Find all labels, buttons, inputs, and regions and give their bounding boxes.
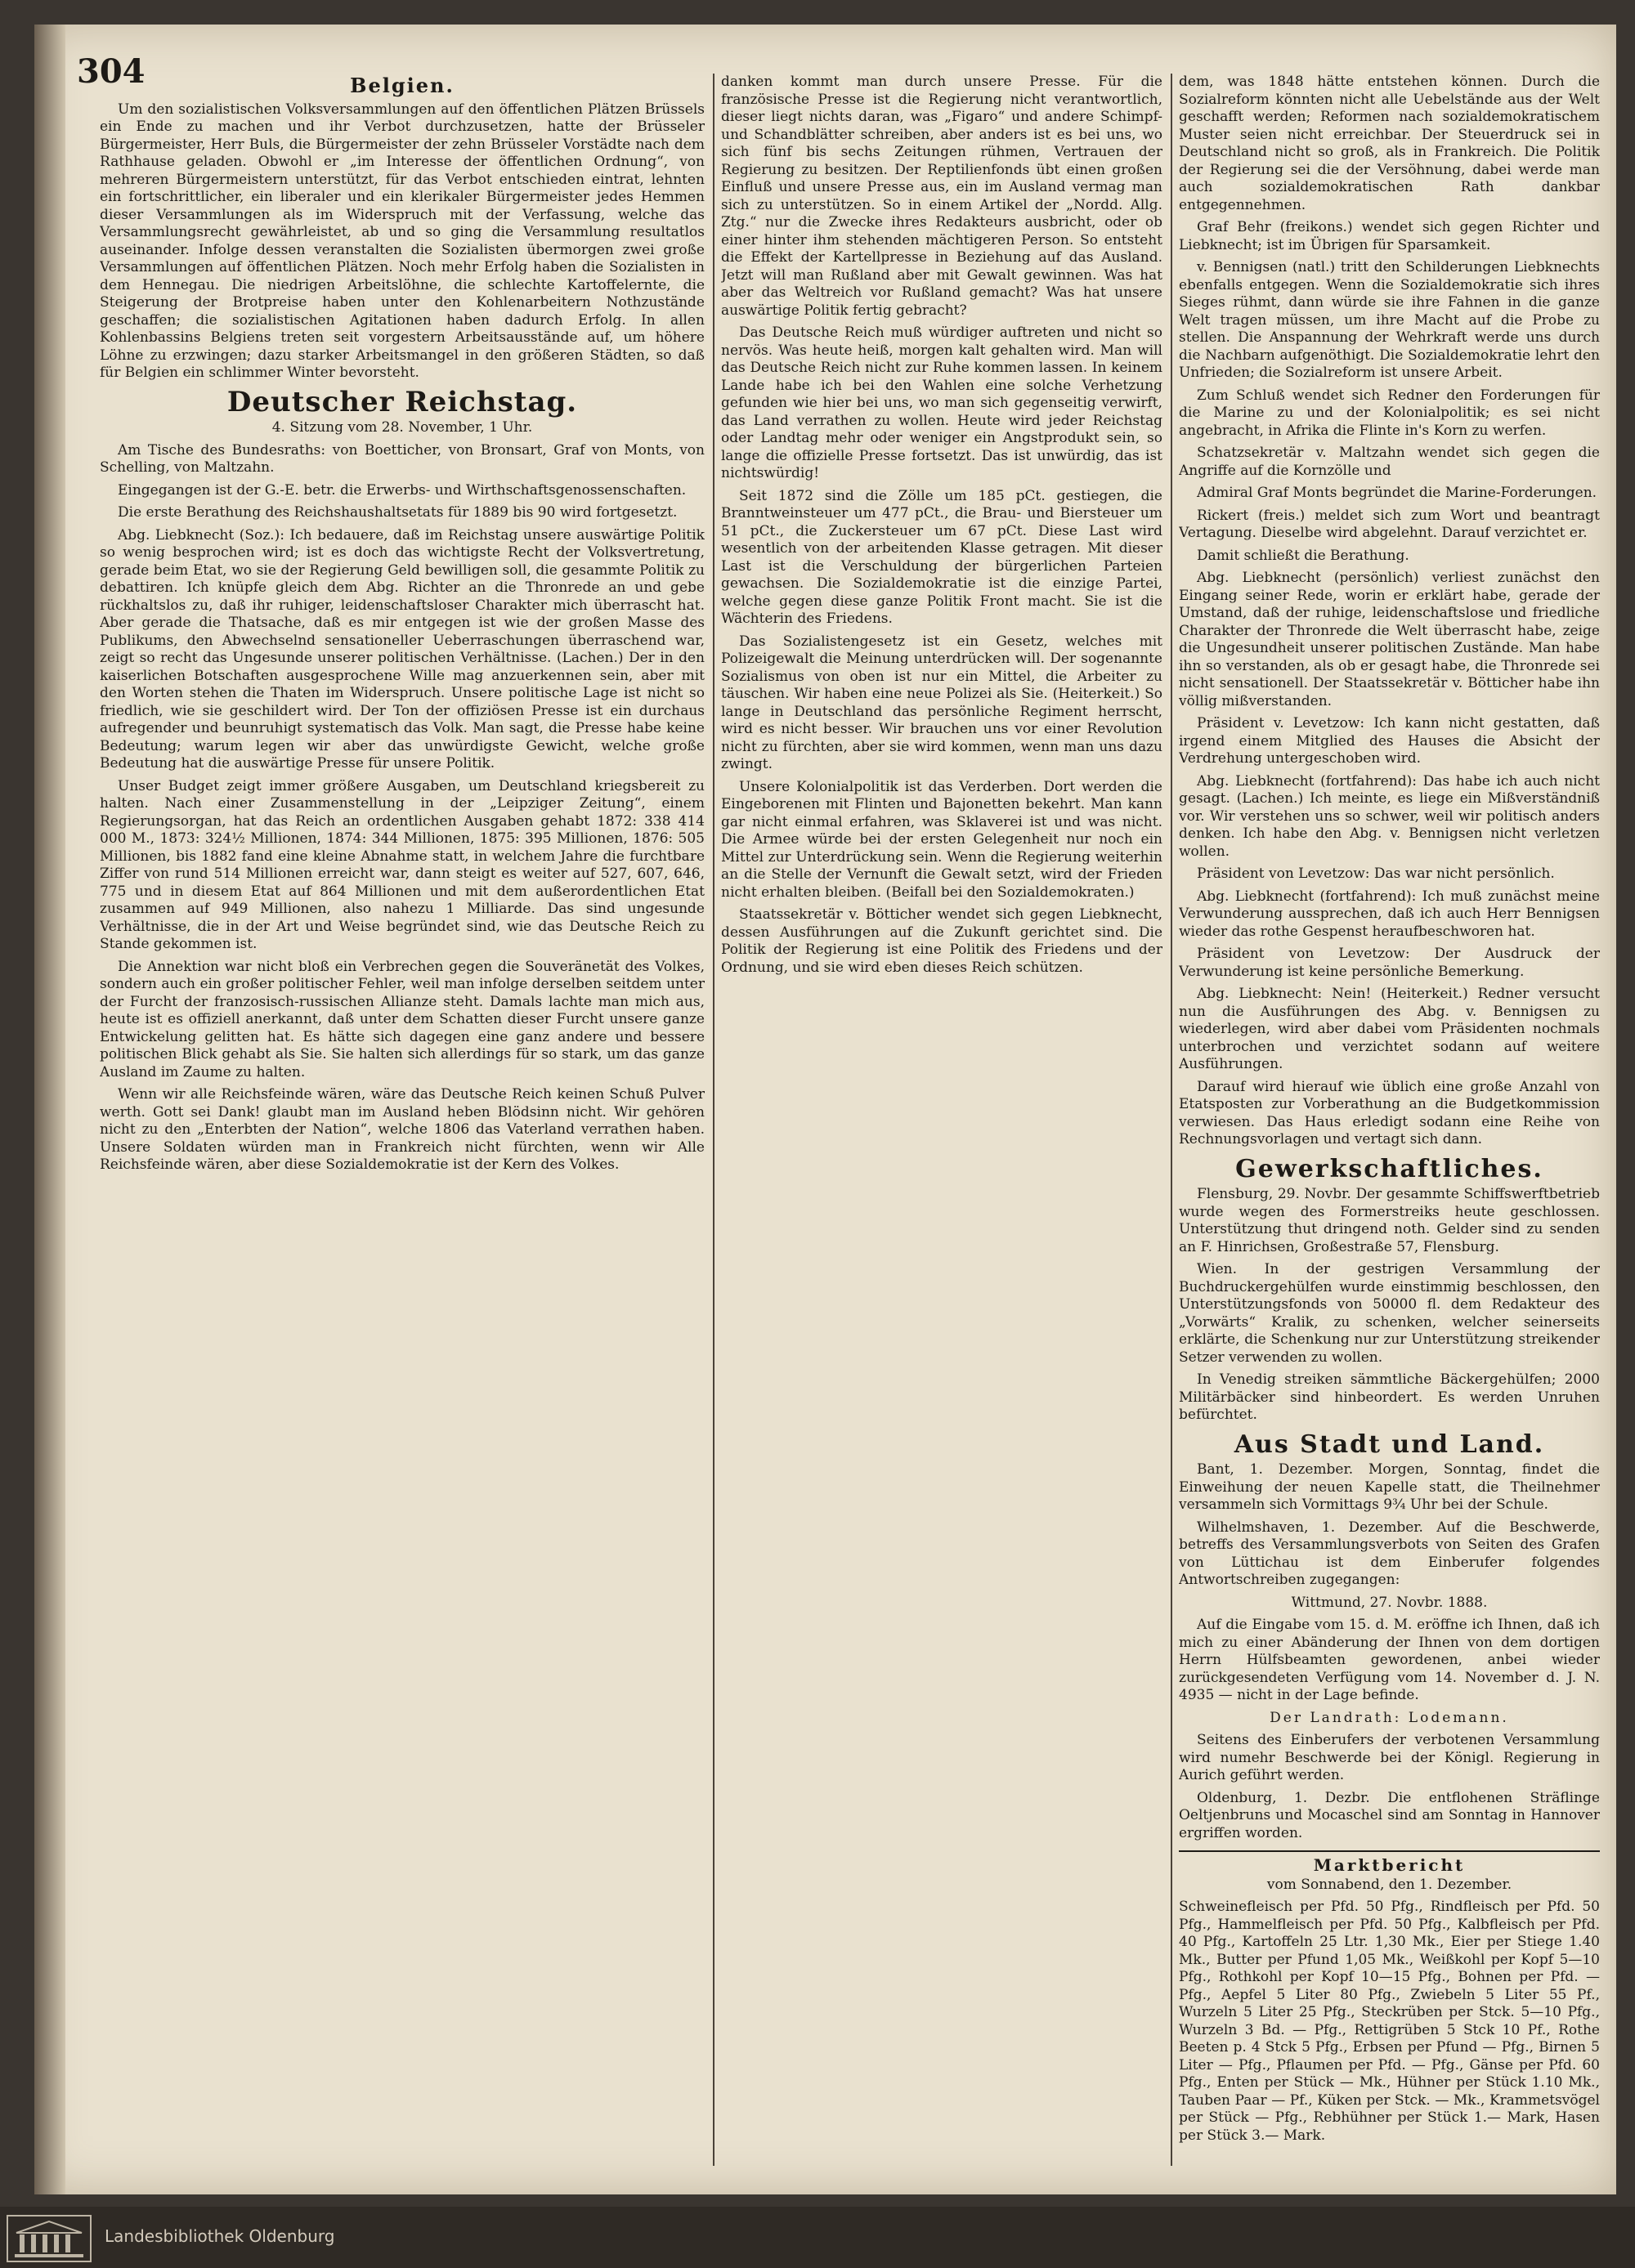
letter-signature: Der Landrath: Lodemann. — [1270, 1709, 1509, 1726]
library-logo-icon — [7, 2215, 92, 2262]
article-paragraph: Damit schließt die Berathung. — [1197, 547, 1409, 564]
article-paragraph: v. Bennigsen (natl.) tritt den Schilderungen Liebknechts ebenfalls entgegen. Wenn die Sozialdemokratie sich ihres Sieges rühmt, dann würde sie ihre Fahnen in die ganze Welt tragen müssen, um ihre Macht auf die Probe zu stellen. Die Anspannung der Wehrkraft werde uns durch die Nachbarn aufgenöthigt. Die Sozialdemokratie lehrt den Unfrieden; die Sozialreform ist unsere Arbeit. — [1179, 259, 1600, 381]
article-paragraph: Zum Schluß wendet sich Redner den Forderungen für die Marine zu und der Kolonialpolitik; es sei nicht angebracht, in Afrika die Flinte in's Korn zu werfen. — [1179, 387, 1600, 439]
letter-body: Auf die Eingabe vom 15. d. M. eröffne ich Ihnen, daß ich mich zu einer Abänderung der Ihnen von dem dortigen Herrn Hülfsbeamten gewordenen, anbei wieder zurückgesendeten Verfügung vom 14. November d. J. N. 4935 — nicht in der Lage befinde. — [1179, 1617, 1600, 1703]
article-paragraph: Abg. Liebknecht (persönlich) verliest zunächst den Eingang seiner Rede, worin er erklärt habe, gerade der Umstand, daß der ruhige, leidenschaftslose und friedliche Charakter der Thronrede die Welt überrascht habe, zeige die Ungesundheit unserer politischen Zustände. Man habe ihn so verstanden, als ob er gesagt habe, die Thronrede sei nicht sensationell. Der Staatssekretär v. Bötticher habe ihn völlig mißverstanden. — [1179, 570, 1600, 709]
library-name: Landesbibliothek Oldenburg — [105, 2226, 335, 2246]
article-paragraph: Seit 1872 sind die Zölle um 185 pCt. gestiegen, die Branntweinsteuer um 477 pCt., die Brau- und Biersteuer um 51 pCt., die Zuckersteuer um 67 pCt. Diese Last wird wesentlich von der arbeitenden Klasse getragen. Mit dieser Last ist die Verschuldung der bürgerlichen Parteien gewachsen. Die Sozialdemokratie ist die einzige Partei, welche gegen diese ganze Politik Front macht. Sie ist die Wächterin des Friedens. — [721, 487, 1162, 627]
marktbericht-date: vom Sonnabend, den 1. Dezember. — [1266, 1876, 1512, 1893]
marktbericht-prices: Schweinefleisch per Pfd. 50 Pfg., Rindfleisch per Pfd. 50 Pfg., Hammelfleisch per Pfd. 50 Pfg., Kalbfleisch per Pfd. 40 Pfg., Kartoffeln 25 Ltr. 1,30 Mk., Eier per Stiege 1.40 Mk., Butter per Pfund 1,05 Mk., Weißkohl per Kopf 5—10 Pfg., Rothkohl per Kopf 10—15 Pfg., Bohnen per Pfd. — Pfg., Aepfel 5 Liter 80 Pfg., Zwiebeln 5 Liter 55 Pf., Wurzeln 5 Liter 25 Pfg., Steckrüben per Stck. 5—10 Pfg., Wurzeln 3 Bd. — Pfg., Rettigrüben 5 Stck 10 Pf., Rothe Beeten p. 4 Stck 5 Pfg., Erbsen per Pfund — Pfg., Birnen 5 Liter — Pfg., Pflaumen per Pfd. — Pfg., Gänse per Pfd. 60 Pfg., Enten per Stück — Mk., Hühner per Stück 1.10 Mk., Tauben Paar — Pf., Küken per Stck. — Mk., Krammetsvögel per Stück — Pfg., Rebhühner per Stück 1.— Mark, Hasen per Stück 3.— Mark. — [1179, 1899, 1600, 2144]
column-2 — [721, 74, 1162, 2166]
speech-paragraph: Die Annektion war nicht bloß ein Verbrechen gegen die Souveränetät des Volkes, sondern auch ein großer politischer Fehler, weil man infolge derselben seitdem unter der Furcht der franzosisch-russischen Allianze steht. Damals lachte man mich aus, heute ist es offiziell anerkannt, daß unter dem Schatten dieser Furcht unsere ganze Entwickelung gelitten hat. Es hätte sich dagegen eine ganz andere und bessere politischen Blick gehabt als Sie. Sie halten sich allerdings für so stark, um das ganze Ausland im Zaume zu halten. — [100, 958, 705, 1080]
article-paragraph: Unsere Kolonialpolitik ist das Verderben. Dort werden die Eingeborenen mit Flinten und Bajonetten bekehrt. Man kann gar nicht einmal erfahren, was Sklaverei ist und was nicht. Die Armee würde bei der ersten Gelegenheit nur noch ein Mittel zur Unterdrückung sein. Wenn die Regierung weiterhin an die Stelle der Vernunft die Gewalt setzt, wird der Frieden nicht erhalten bleiben. (Beifall bei den Sozialdemokraten.) — [721, 778, 1162, 901]
page-number: 304 — [77, 52, 146, 91]
newspaper-page — [34, 25, 1616, 2194]
belgien-heading: Belgien. — [350, 74, 455, 97]
article-paragraph: dem, was 1848 hätte entstehen können. Durch die Sozialreform könnten nicht alle Uebelstände aus der Welt geschafft werden; Reformen nach sozialdemokratischem Muster seien nicht erreichbar. Der Steuerdruck sei in Deutschland nicht so groß, als in Frankreich. Die Politik der Regierung sei die der Versöhnung, dabei werde man auch sozialdemokratischen Rath dankbar entgegennehmen. — [1179, 74, 1600, 213]
article-paragraph: Das Deutsche Reich muß würdiger auftreten und nicht so nervös. Was heute heiß, morgen kalt gehalten wird. Man will das Deutsche Reich nicht zur Ruhe kommen lassen. In keinem Lande habe ich bei den Wahlen eine solche Verhetzung gefunden wie hier bei uns, wo man sich gegenseitig verwirft, das Land verrathen zu wollen. Heute wird jeder Reichstag oder Landtag mehr oder weniger ein Angstprodukt sein, so lange die offizielle Presse fortsetzt. Das ist unwürdig, das ist nichtswürdig! — [721, 324, 1162, 481]
article-paragraph: Präsident v. Levetzow: Ich kann nicht gestatten, daß irgend einem Mitglied des Hauses die Absicht der Verdrehung untergeschoben wird. — [1179, 715, 1600, 767]
article-paragraph: Admiral Graf Monts begründet die Marine-Forderungen. — [1197, 485, 1597, 501]
stadt-und-land-heading: Aus Stadt und Land. — [1234, 1429, 1545, 1459]
column-rule — [713, 74, 714, 2166]
reichstag-heading: Deutscher Reichstag. — [226, 385, 578, 418]
column-1 — [100, 74, 705, 2166]
news-item-flensburg: Flensburg, 29. Novbr. Der gesammte Schiffswerftbetrieb wurde wegen des Formerstreiks heute geschlossen. Unterstützung thut dringend noth. Gelder sind zu senden an F. Hinrichsen, Großestraße 57, Flensburg. — [1179, 1186, 1600, 1255]
bundesrath-line: Am Tische des Bundesraths: von Boetticher, von Bronsart, Graf von Monts, von Schelling, von Maltzahn. — [100, 441, 705, 476]
berathung-line: Die erste Berathung des Reichshaushaltsetats für 1889 bis 90 wird fortgesetzt. — [118, 504, 678, 521]
article-paragraph: Präsident von Levetzow: Das war nicht persönlich. — [1197, 866, 1555, 882]
book-gutter — [34, 25, 65, 2194]
news-item-venedig: In Venedig streiken sämmtliche Bäckergehülfen; 2000 Militärbäcker sind hinbeordert. Es werden Unruhen befürchtet. — [1179, 1371, 1600, 1423]
column-rule — [1171, 74, 1172, 2166]
viewer-footer — [0, 2207, 1635, 2268]
news-item-bant: Bant, 1. Dezember. Morgen, Sonntag, findet die Einweihung der neuen Kapelle statt, die Theilnehmer versammeln sich Vormittags 9¾ Uhr bei der Schule. — [1179, 1461, 1600, 1513]
letter-place-date: Wittmund, 27. Novbr. 1888. — [1291, 1594, 1488, 1611]
session-line: 4. Sitzung vom 28. November, 1 Uhr. — [271, 419, 533, 436]
marktbericht-heading: Marktbericht — [1179, 1850, 1600, 1875]
article-paragraph: Graf Behr (freikons.) wendet sich gegen Richter und Liebknecht; ist im Übrigen für Sparsamkeit. — [1179, 219, 1600, 253]
gewerkschaftliches-heading: Gewerkschaftliches. — [1235, 1154, 1543, 1183]
article-paragraph: Darauf wird hierauf wie üblich eine große Anzahl von Etatsposten zur Vorberathung an die Budgetkommission verwiesen. Das Haus erledigt sodann eine Reihe von Rechnungsvorlagen und vertagt sich dann. — [1179, 1078, 1600, 1147]
article-paragraph: Staatssekretär v. Bötticher wendet sich gegen Liebknecht, dessen Ausführungen auf die Zukunft gerichtet sind. Die Politik der Regierung ist eine Politik des Friedens und der Ordnung, und sie wird eben dieses Reich schützen. — [721, 906, 1162, 976]
article-paragraph: Abg. Liebknecht: Nein! (Heiterkeit.) Redner versucht nun die Ausführungen des Abg. v. Bennigsen zu wiederlegen, wird aber dabei vom Präsidenten nochmals unterbrochen und verzichtet sodann auf weitere Ausführungen. — [1179, 986, 1600, 1072]
news-item-wien: Wien. In der gestrigen Versammlung der Buchdruckergehülfen wurde einstimmig beschlossen, den Unterstützungsfonds von 50000 fl. dem Redakteur des „Vorwärts“ Kralik, zu schenken, welcher seinerseits erklärte, die Schenkung nur zur Unterstützung streikender Setzer verwenden zu wollen. — [1179, 1261, 1600, 1366]
eingegangen-line: Eingegangen ist der G.-E. betr. die Erwerbs- und Wirthschaftsgenossenschaften. — [118, 481, 687, 499]
belgien-article: Um den sozialistischen Volksversammlungen auf den öffentlichen Plätzen Brüssels ein Ende zu machen und ihr Verbot durchzusetzen, hatte der Brüsseler Bürgermeister, Herr Buls, die Bürgermeister der zehn Brüsseler Vorstädte nach dem Rathhause geladen. Obwohl er „im Interesse der öffentlichen Ordnung“, von mehreren Bürgermeistern unterstützt, für das Verbot entschieden eintrat, lehnten ein fortschrittlicher, ein liberaler und ein klerikaler Bürgermeister jedes Hemmen dieser Versammlungen als im Widerspruch mit der Verfassung, welche das Versammlungsrecht gewährleistet, ab und so ging die Versammlung resultatlos auseinander. Infolge dessen veranstalten die Sozialisten übermorgen zwei große Versammlungen auf öffentlichen Plätzen. Noch mehr Erfolg haben die Sozialisten in dem Hennegau. Die niedrigen Arbeitslöhne, die schlechte Kartoffelernte, die Steigerung der Brotpreise haben unter den Kohlenarbeitern Nothzustände geschaffen; die sozialistischen Agitationen haben dadurch Erfolg. In allen Kohlenbassins Belgiens treten seit vorgestern Arbeitsausstände auf, um höhere Löhne zu erzwingen; dazu starker Arbeitsmangel in den größeren Städten, so daß für Belgien ein schlimmer Winter bevorsteht. — [100, 101, 705, 381]
article-paragraph: Präsident von Levetzow: Der Ausdruck der Verwunderung ist keine persönliche Bemerkung. — [1179, 946, 1600, 980]
article-paragraph: Das Sozialistengesetz ist ein Gesetz, welches mit Polizeigewalt die Meinung unterdrücken will. Der sogenannte Sozialismus von oben ist nur ein Mittel, die Arbeiter zu täuschen. Wir haben eine neue Polizei als Sie. (Heiterkeit.) So lange in Deutschland das persönliche Regiment herrscht, wird es nicht besser. Wir brauchen uns vor einer Revolution nicht zu fürchten, aber sie wird kommen, wenn man uns dazu zwingt. — [721, 633, 1162, 772]
article-paragraph: Schatzsekretär v. Maltzahn wendet sich gegen die Angriffe auf die Kornzölle und — [1179, 445, 1600, 479]
article-paragraph: Rickert (freis.) meldet sich zum Wort und beantragt Vertagung. Dieselbe wird abgelehnt. Darauf verzichtet er. — [1179, 507, 1600, 541]
speech-paragraph: Unser Budget zeigt immer größere Ausgaben, um Deutschland kriegsbereit zu halten. Nach einer Zusammenstellung in der „Leipziger Zeitung“, einem Regierungsorgan, hat das Reich an ordentlichen Ausgaben gehabt 1872: 338 414 000 M., 1873: 324½ Millionen, 1874: 344 Millionen, 1875: 395 Millionen, 1876: 505 Millionen, bis 1882 fand eine kleine Abnahme statt, in welchem Jahre die furchtbare Ziffer von rund 514 Millionen erreicht war, dann steigt es weiter auf 527, 607, 646, 775 und in diesem Etat auf 864 Millionen und mit dem außerordentlichen Etat zusammen auf 949 Millionen, also nahezu 1 Milliarde. Das sind ungesunde Verhältnisse, die in der Art und Weise begründet sind, wie das Deutsche Reich zu Stande gekommen ist. — [100, 777, 705, 952]
article-paragraph: Abg. Liebknecht (fortfahrend): Das habe ich auch nicht gesagt. (Lachen.) Ich meinte, es liege ein Mißverständniß vor. Wir verstehen uns so schwer, weil wir politisch anders denken. Ich habe den Abg. v. Bennigsen nicht verletzen wollen. — [1179, 772, 1600, 860]
news-item-einberufer: Seitens des Einberufers der verbotenen Versammlung wird numehr Beschwerde bei der Königl. Regierung in Aurich geführt werden. — [1179, 1732, 1600, 1783]
news-item-wilhelmshaven: Wilhelmshaven, 1. Dezember. Auf die Beschwerde, betreffs des Versammlungsverbots von Seiten des Grafen von Lüttichau ist dem Einberufer folgendes Antwortschreiben zugegangen: — [1179, 1519, 1600, 1588]
news-item-oldenburg: Oldenburg, 1. Dezbr. Die entflohenen Sträflinge Oeltjenbruns und Mocaschel sind am Sonntag in Hannover ergriffen worden. — [1179, 1789, 1600, 1841]
speech-paragraph: Abg. Liebknecht (Soz.): Ich bedauere, daß im Reichstag unsere auswärtige Politik so wenig besprochen wird; ist es doch das wichtigste Recht der Volksvertretung, gerade beim Etat, wo sie der Regierung Geld bewilligen soll, die gesammte Politik zu debattiren. Ich knüpfe gleich dem Abg. Richter an die Thronrede an und gebe rückhaltslos zu, daß ihr ruhiger, leidenschaftsloser Charakter mich überrascht hat. Aber gerade die Thatsache, daß es mir entgegen ist wie der großen Masse des Publikums, den Abwechselnd sensationeller Ueberraschungen überraschend war, zeigt so recht das Ungesunde unserer politischen Verhältnisse. (Lachen.) Der in den kaiserlichen Botschaften ausgesprochene Wille mag anzuerkennen sein, aber mit den Worten stehen die Thaten im Widerspruch. Unsere politische Lage ist nicht so friedlich, wie sie geschildert wird. Der Ton der offiziösen Presse ist ein durchaus aufregender und beunruhigt systematisch das Volk. Man sagt, die Presse habe keine Bedeutung; warum legen wir aber das unwürdigste Gewicht, welche große Bedeutung hat die auswärtige Presse für unsere Politik. — [100, 526, 705, 772]
column-3 — [1179, 74, 1600, 2166]
article-paragraph: danken kommt man durch unsere Presse. Für die französische Presse ist die Regierung nicht verantwortlich, dieser liegt nichts daran, was „Figaro“ und andere Schimpf- und Schandblätter schreiben, aber anders ist es bei uns, wo sich fünf bis sechs Zeitungen rühmen, Vertrauen der Regierung zu besitzen. Der Reptilienfonds übt einen großen Einfluß und unsere Presse aus, ein im Ausland vermag man sich zu unterstützen. So in einem Artikel der „Nordd. Allg. Ztg.“ nur die Zwecke ihres Redakteurs ausbricht, oder ob einer hinter ihm stehenden mächtigeren Person. So entsteht die Effekt der Kartellpresse in Beziehung auf das Ausland. Jetzt will man Rußland aber mit Gewalt gewinnen. Was hat aber das Weltreich vor Rußland gemacht? Was hat unsere auswärtige Politik fertig gebracht? — [721, 74, 1162, 319]
speech-paragraph: Wenn wir alle Reichsfeinde wären, wäre das Deutsche Reich keinen Schuß Pulver werth. Gott sei Dank! glaubt man im Ausland heben Blödsinn nicht. Wir gehören nicht zu den „Enterbten der Nation“, welche 1806 das Vaterland verrathen haben. Unsere Soldaten würden man in Frankreich nicht fürchten, wenn wir Alle Reichsfeinde wären, aber diese Sozialdemokratie ist der Kern des Volkes. — [100, 1086, 705, 1173]
article-paragraph: Abg. Liebknecht (fortfahrend): Ich muß zunächst meine Verwunderung aussprechen, daß ich auch Herr Bennigsen wieder das rothe Gespenst heraufbeschworen hat. — [1179, 888, 1600, 940]
